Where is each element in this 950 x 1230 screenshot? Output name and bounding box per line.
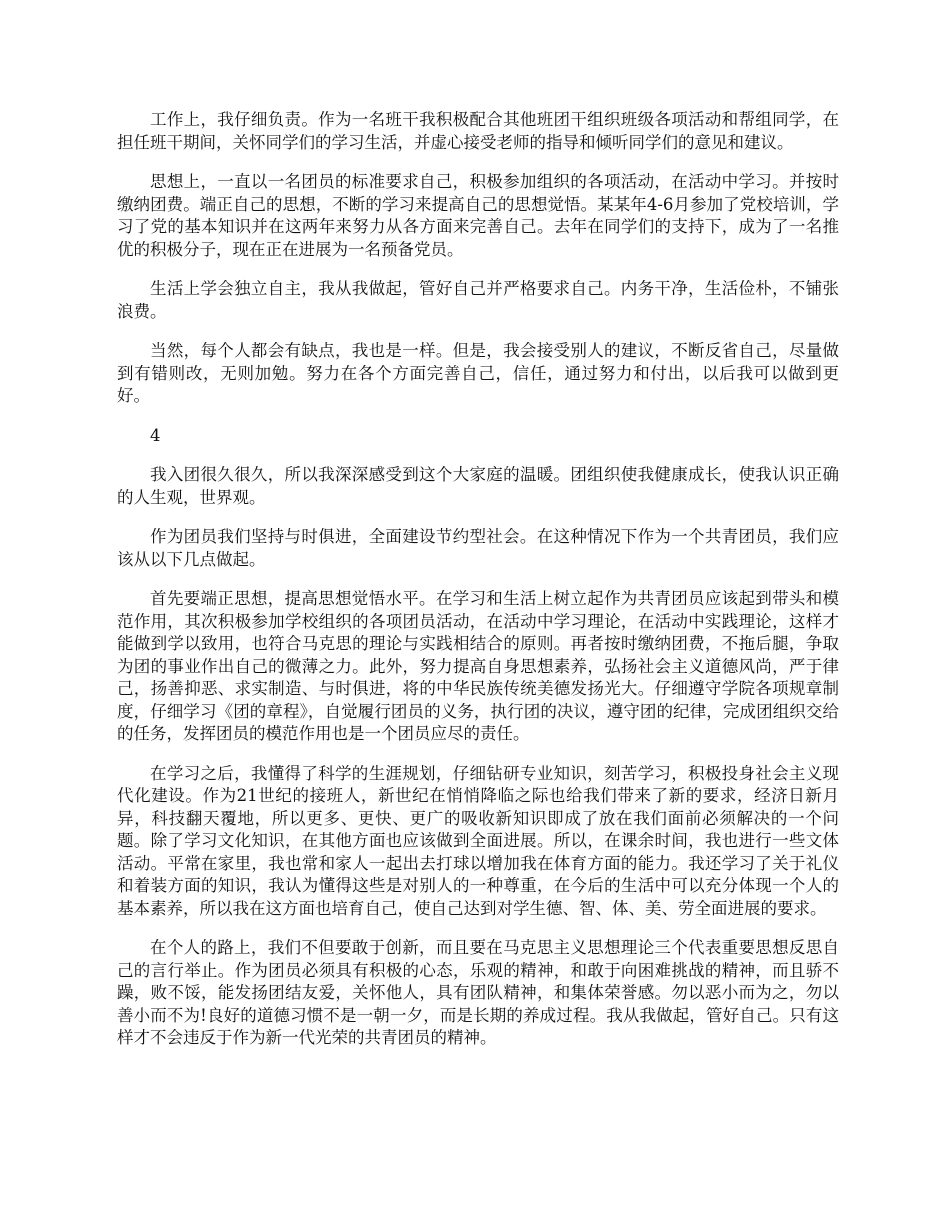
paragraph-life: 生活上学会独立自主，我从我做起，管好自己并严格要求自己。内务干净，生活俭朴，不铺张浪费。 <box>117 279 839 321</box>
document-body <box>117 109 839 1067</box>
paragraph-after-study: 在学习之后，我懂得了科学的生涯规划，仔细钻研专业知识，刻苦学习，积极投身社会主义现代化建设。作为21世纪的接班人，新世纪在悄悄降临之际也给我们带来了新的要求，经济日新月异，科技翻天覆地，所以更多、更快、更广的吸收新知识即成了放在我们面前必须解决的一个问题。除了学习文化知识，在其他方面也应该做到全面进展。所以，在课余时间，我也进行一些文体活动。平常在家里，我也常和家人一起出去打球以增加我在体育方面的能力。我还学习了关于礼仪和着装方面的知识，我认为懂得这些是对别人的一种尊重，在今后的生活中可以充分体现一个人的基本素养，所以我在这方面也培育自己，使自己达到对学生德、智、体、美、劳全面进展的要求。 <box>117 763 839 918</box>
paragraph-thought: 思想上，一直以一名团员的标准要求自己，积极参加组织的各项活动，在活动中学习。并按时缴纳团费。端正自己的思想，不断的学习来提高自己的思想觉悟。某某年4-6月参加了党校培训，学习了党的基本知识并在这两年来努力从各方面来完善自己。去年在同学们的支持下，成为了一名推优的积极分子，现在正在进展为一名预备党员。 <box>117 172 839 259</box>
paragraph-shortcomings: 当然，每个人都会有缺点，我也是一样。但是，我会接受别人的建议，不断反省自己，尽量做到有错则改，无则加勉。努力在各个方面完善自己，信任，通过努力和付出，以后我可以做到更好。 <box>117 341 839 405</box>
section-number: 4 <box>150 425 161 445</box>
paragraph-work: 工作上，我仔细负责。作为一名班干我积极配合其他班团干组织班级各项活动和帮组同学，在担任班干期间，关怀同学们的学习生活，并虚心接受老师的指导和倾听同学们的意见和建议。 <box>117 110 839 152</box>
paragraph-keep-pace: 作为团员我们坚持与时俱进，全面建设节约型社会。在这种情况下作为一个共青团员，我们应该从以下几点做起。 <box>117 527 839 569</box>
paragraph-personal-path: 在个人的路上，我们不但要敢于创新，而且要在马克思主义思想理论三个代表重要思想反思自己的言行举止。作为团员必须具有积极的心态，乐观的精神，和敢于向困难挑战的精神，而且骄不躁，败不馁，能发扬团结友爱，关怀他人，具有团队精神，和集体荣誉感。勿以恶小而为之，勿以善小而不为!良好的道德习惯不是一朝一夕，而是长期的养成过程。我从我做起，管好自己。只有这样才不会违反于作为新一代光荣的共青团员的精神。 <box>117 938 839 1047</box>
paragraph-joined-league: 我入团很久很久，所以我深深感受到这个大家庭的温暖。团组织使我健康成长，使我认识正确的人生观，世界观。 <box>117 465 839 507</box>
paragraph-correct-thinking: 首先要端正思想，提高思想觉悟水平。在学习和生活上树立起作为共青团员应该起到带头和模范作用，其次积极参加学校组织的各项团员活动，在活动中学习理论，在活动中实践理论，这样才能做到学以致用，也符合马克思的理论与实践相结合的原则。再者按时缴纳团费，不拖后腿，争取为团的事业作出自己的微薄之力。此外，努力提高自身思想素养，弘扬社会主义道德风尚，严于律己，扬善抑恶、求实制造、与时俱进，将的中华民族传统美德发扬光大。仔细遵守学院各项规章制度，仔细学习《团的章程》，自觉履行团员的义务，执行团的决议，遵守团的纪律，完成团组织交给的任务，发挥团员的模范作用也是一个团员应尽的责任。 <box>117 589 839 743</box>
